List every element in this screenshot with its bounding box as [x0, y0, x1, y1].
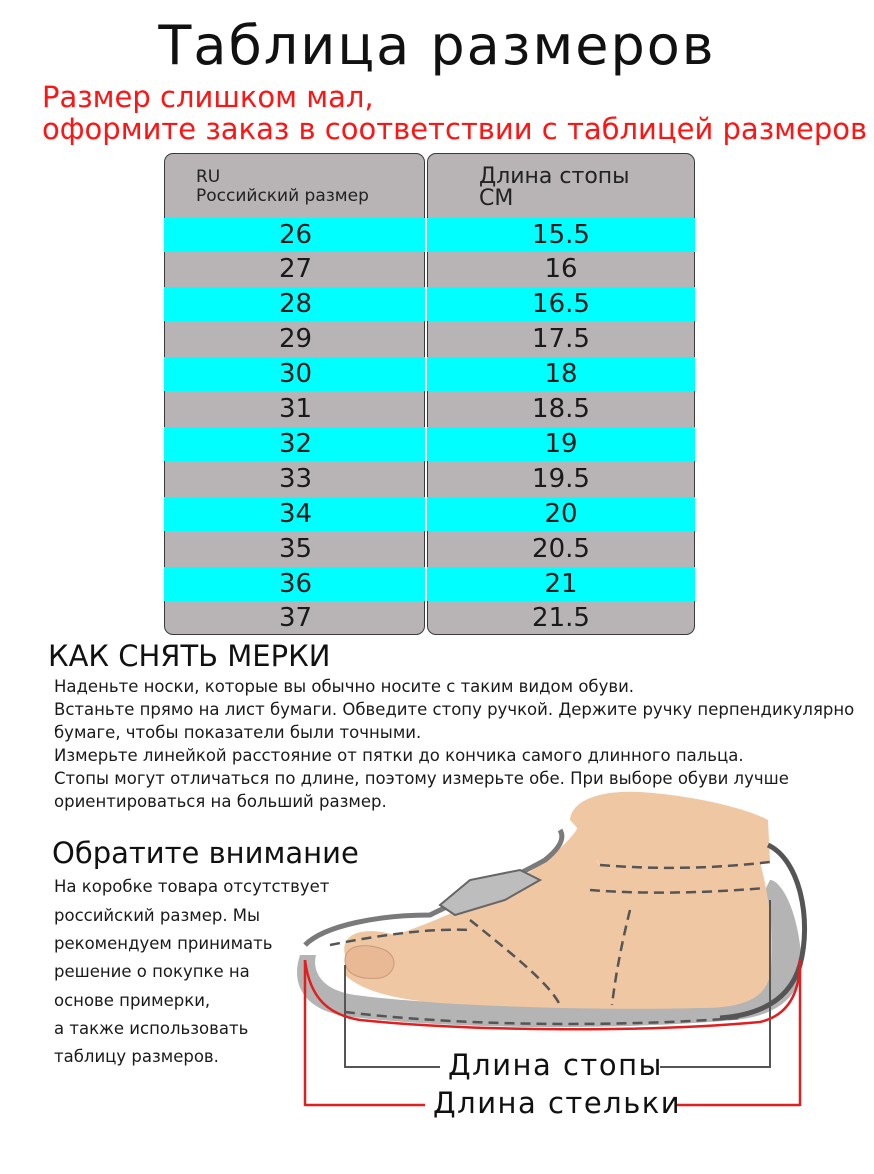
- ru-size-cell: 28: [278, 289, 313, 319]
- foot-length-label: Длина стопы: [448, 1048, 663, 1082]
- ru-size-cell: 33: [278, 464, 313, 494]
- foot-length-cell: 17.5: [532, 324, 590, 354]
- ru-size-cell: 30: [278, 359, 313, 389]
- page-title: Таблица размеров: [158, 14, 716, 77]
- foot-length-cell: 21: [544, 569, 578, 599]
- ru-size-cell: 31: [278, 394, 313, 424]
- header-length-unit: СМ: [479, 186, 514, 211]
- foot-length-cell: 16.5: [532, 289, 590, 319]
- ru-size-cell: 34: [278, 499, 313, 529]
- warning-line-1: Размер слишком мал,: [42, 80, 374, 114]
- how-to-line: ориентироваться на больший размер.: [54, 792, 387, 811]
- warning-line-2: оформите заказ в соответствии с таблицей размеров: [42, 112, 868, 146]
- foot-length-cell: 20.5: [532, 534, 590, 564]
- ru-size-cell: 35: [278, 534, 313, 564]
- header-ru-label: Российский размер: [196, 186, 369, 206]
- note-line: На коробке товара отсутствует: [54, 877, 330, 896]
- note-line: рекомендуем принимать: [54, 934, 273, 953]
- note-line: таблицу размеров.: [54, 1047, 219, 1066]
- note-line: а также использовать: [54, 1019, 249, 1038]
- ru-size-cell: 36: [278, 569, 313, 599]
- foot-length-cell: 18: [544, 359, 578, 389]
- ru-size-cell: 37: [278, 603, 313, 633]
- foot-length-cell: 20: [544, 499, 578, 529]
- ru-size-cell: 26: [278, 220, 313, 250]
- ru-size-cell: 29: [278, 324, 313, 354]
- foot-length-cell: 21.5: [532, 603, 590, 633]
- how-to-line: Измерьте линейкой расстояние от пятки до кончика самого длинного пальца.: [54, 746, 744, 765]
- note-line: основе примерки,: [54, 991, 211, 1010]
- how-to-line: Встаньте прямо на лист бумаги. Обведите стопу ручкой. Держите ручку перпендикулярно: [54, 700, 855, 719]
- foot-length-cell: 19.5: [532, 464, 590, 494]
- ankle: [570, 792, 770, 874]
- foot-length-cell: 19: [544, 429, 578, 459]
- foot-length-cell: 18.5: [532, 394, 590, 424]
- big-toe: [345, 946, 394, 979]
- foot-length-cell: 15.5: [532, 220, 590, 250]
- foot-length-cell: 16: [544, 254, 578, 284]
- ru-size-cell: 32: [278, 429, 313, 459]
- how-to-line: Наденьте носки, которые вы обычно носите с таким видом обуви.: [54, 677, 635, 696]
- insole-length-label: Длина стельки: [433, 1086, 682, 1120]
- ru-size-cell: 27: [278, 254, 313, 284]
- how-to-title: КАК СНЯТЬ МЕРКИ: [48, 639, 331, 673]
- header-ru-code: RU: [196, 167, 221, 187]
- how-to-line: Стопы могут отличаться по длине, поэтому измерьте обе. При выборе обуви лучше: [54, 769, 789, 788]
- how-to-line: бумаге, чтобы показатели были точными.: [54, 723, 422, 742]
- note-line: решение о покупке на: [54, 962, 250, 981]
- note-title: Обратите внимание: [52, 836, 359, 870]
- note-line: российский размер. Мы: [54, 906, 261, 925]
- header-length-label: Длина стопы: [479, 164, 630, 189]
